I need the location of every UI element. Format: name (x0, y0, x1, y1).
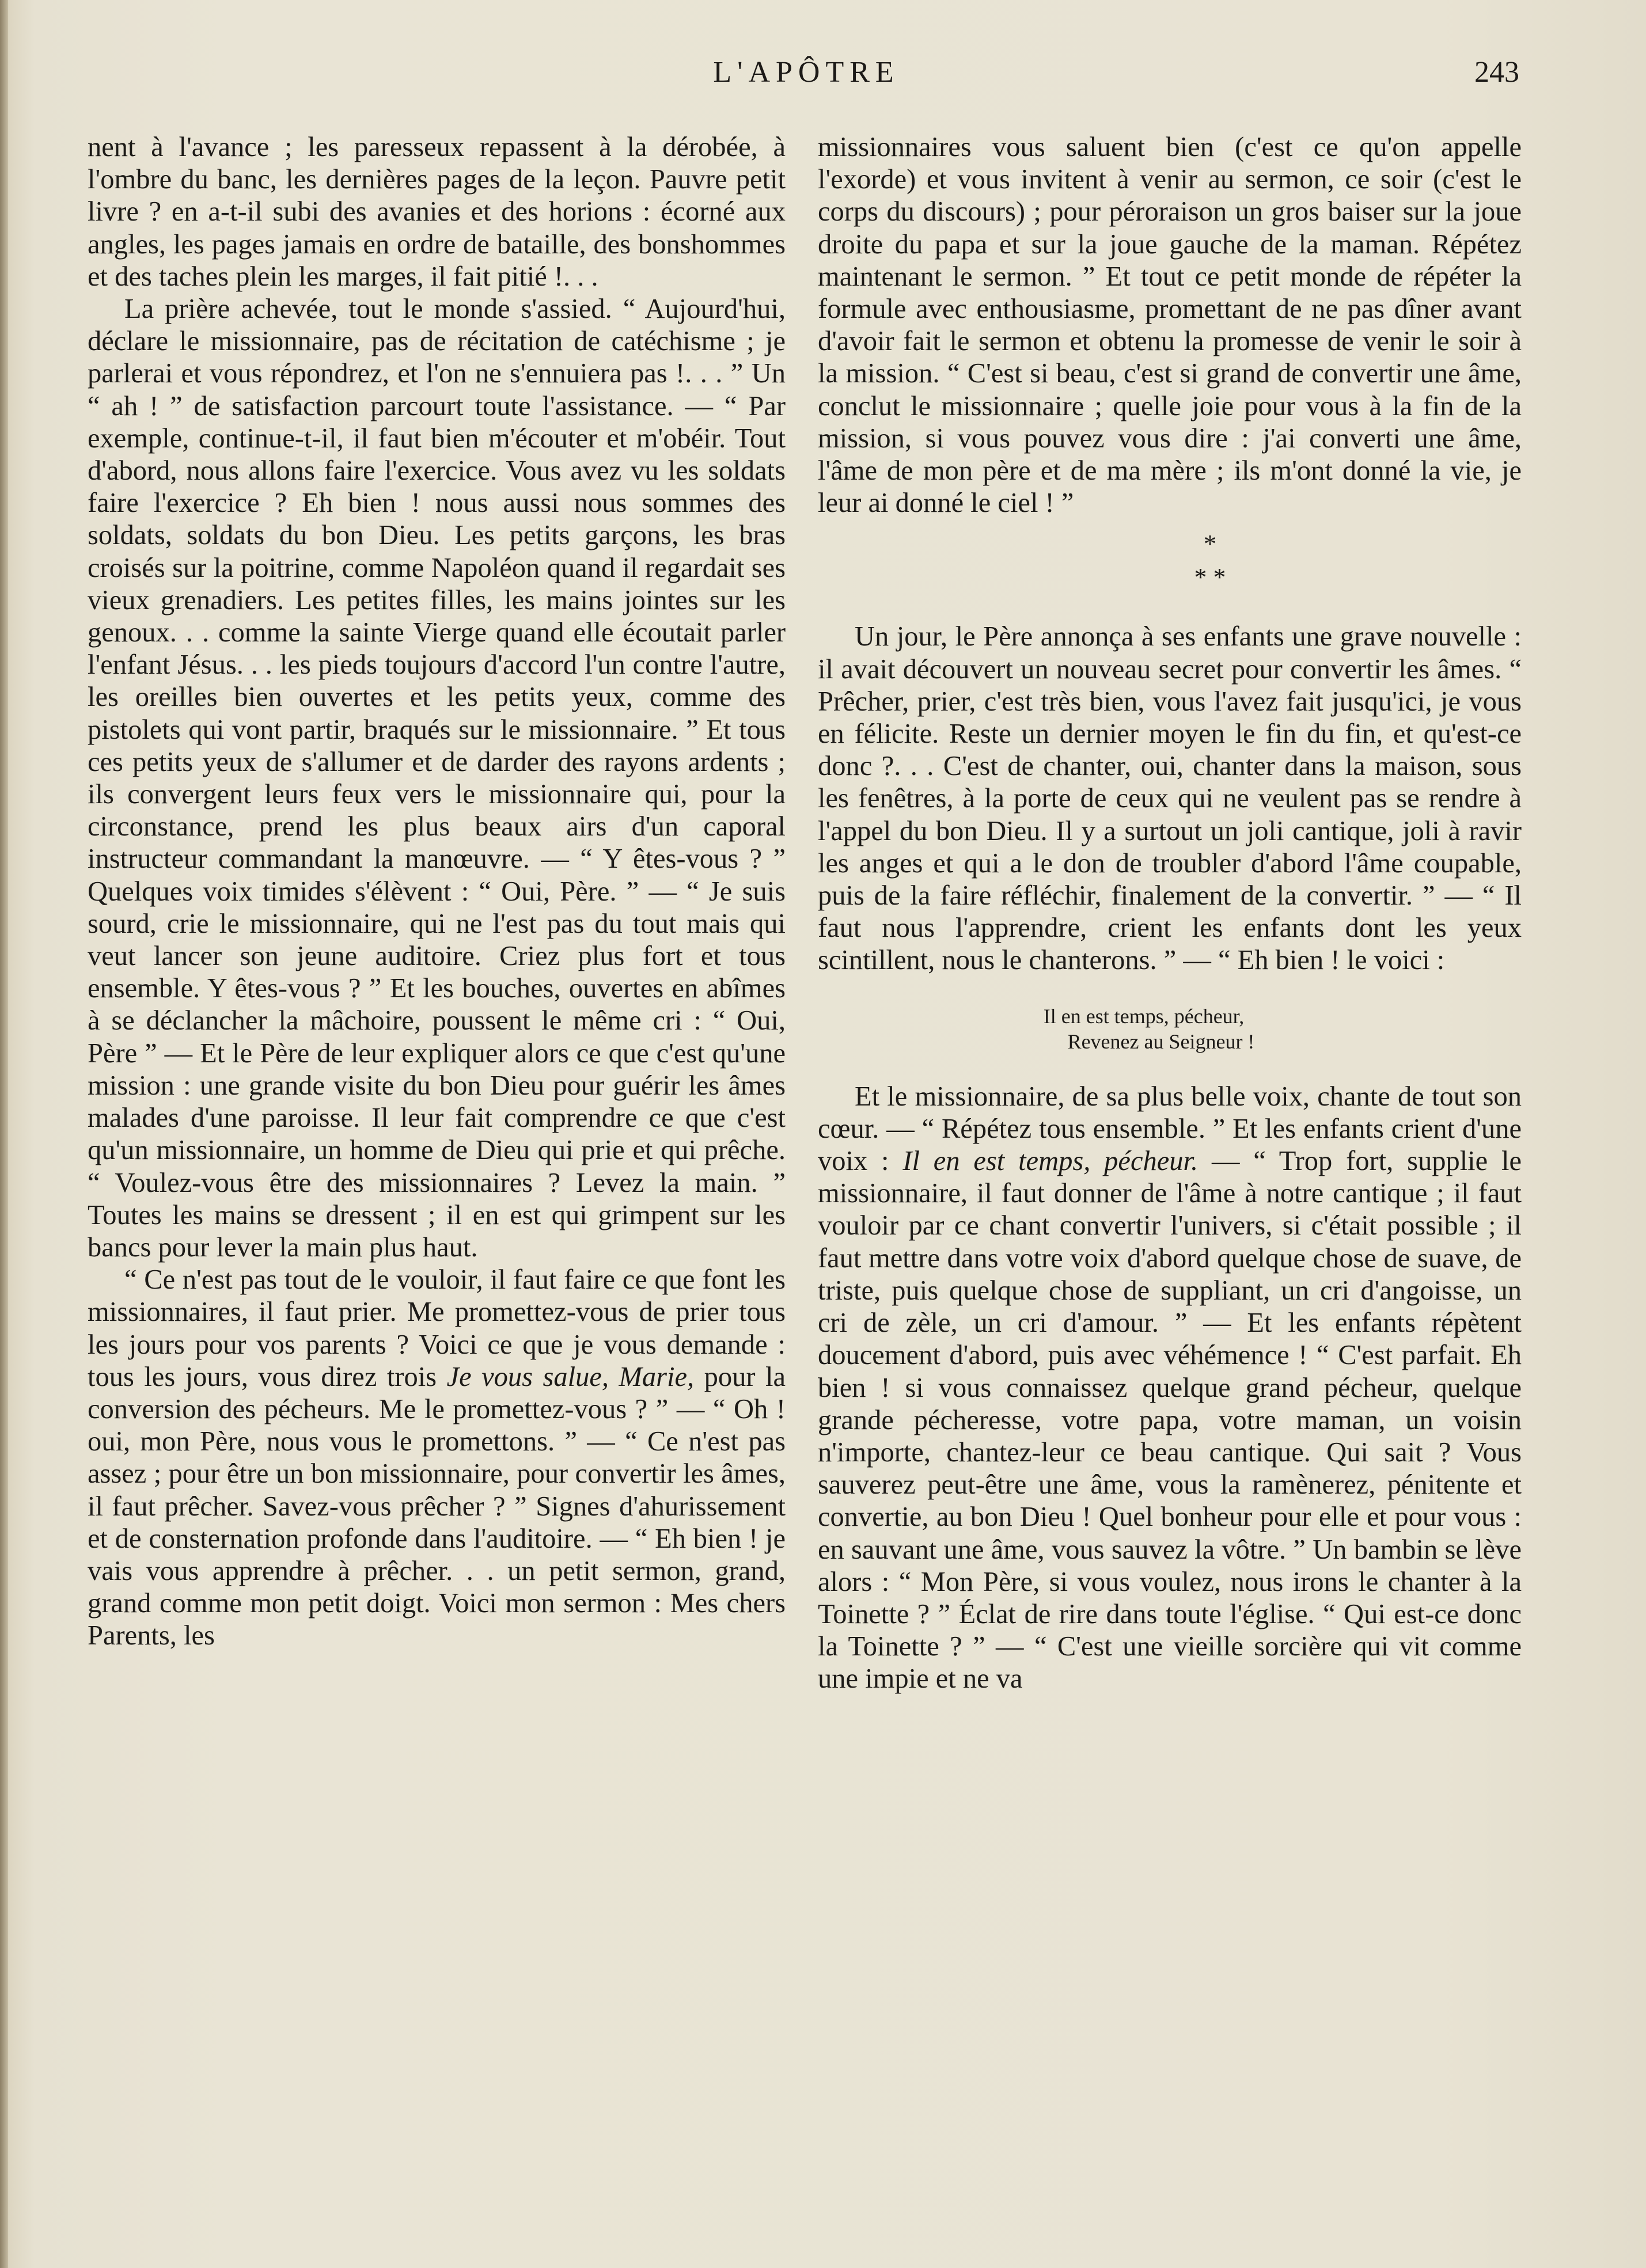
left-paragraph-3 (88, 1264, 786, 1652)
running-title: L'APÔTRE (713, 56, 900, 89)
left-column (88, 131, 786, 1652)
right-paragraph-3-italic: Il en est temps, pécheur. (902, 1146, 1199, 1177)
asterism-bottom: * * (1194, 563, 1226, 592)
book-spine-edge (0, 0, 8, 2268)
right-paragraph-2: Un jour, le Père annonça à ses enfants une grave nouvelle : il avait découvert un nouveau secret pour convertir les âmes. “ Prêcher, prier, c'est très bien, vous l'avez fait jusqu'ici, je vous en félicite. Reste un dernier moyen le fin du fin, et qu'est-ce donc ?. . . C'est de chanter, oui, chanter dans la maison, sous les fenêtres, à la porte de ceux qui ne veulent pas se rendre à l'appel du bon Dieu. Il y a surtout un joli cantique, joli à ravir les anges et qui a le don de troubler d'abord l'âme coupable, puis de la faire réfléchir, finalement de la convertir. ” — “ Il faut nous l'apprendre, crient les enfants dont les yeux scintillent, nous le chanterons. ” — “ Eh bien ! le voici : (818, 621, 1522, 976)
left-paragraph-3-text-b: pour la conversion des pécheurs. Me le promettez-vous ? ” — “ Oh ! oui, mon Père, nous vous le promettons. ” — “ Ce n'est pas assez ; pour être un bon missionnaire, pour convertir les âmes, il faut prêcher. Savez-vous prêcher ? ” Signes d'ahurissement et de consternation profonde dans l'auditoire. — “ Eh bien ! je vais vous apprendre à prêcher. . . un petit sermon, grand, grand comme mon petit doigt. Voici mon sermon : Mes chers Parents, les (88, 1361, 786, 1651)
verse-line-1: Il en est temps, pécheur, (1043, 1004, 1245, 1028)
right-paragraph-3 (818, 1081, 1522, 1696)
left-paragraph-1: nent à l'avance ; les paresseux repassent à la dérobée, à l'ombre du banc, les dernières pages de la leçon. Pauvre petit livre ? en a-t-il subi des avanies et des horions : écorné aux angles, les pages jamais en ordre de bataille, des bonshommes et des taches plein les marges, il fait pitié !. . . (88, 132, 786, 292)
right-paragraph-3-text-b: — “ Trop fort, supplie le missionnaire, il faut donner de l'âme à notre cantique ; il faut vouloir par ce chant convertir l'univers, si c'était possible ; il faut mettre dans votre voix d'abord quelque chose de suave, de triste, puis quelque chose de suppliant, un cri d'angoisse, un cri de zèle, un cri d'amour. ” — Et les enfants répètent doucement d'abord, puis avec véhémence ! “ C'est parfait. Eh bien ! si vous connaissez quelque grand pécheur, quelque grande pécheresse, votre papa, votre maman, un voisin n'importe, chantez-leur ce beau cantique. Qui sait ? Vous sauverez peut-être une âme, vous la ramènerez, pénitente et convertie, au bon Dieu ! Quel bonheur pour elle et pour vous : en sauvant une âme, vous sauvez la vôtre. ” Un bambin se lève alors : “ Mon Père, si vous voulez, nous irons le chanter à la Toinette ? ” Éclat de rire dans toute l'église. “ Qui est-ce donc la Toinette ? ” — “ C'est une vieille sorcière qui vit comme une impie et ne va (818, 1146, 1522, 1695)
right-paragraph-3-text-a: Et le missionnaire, de sa plus belle voix, chante de tout son cœur. — “ Répétez tous ensemble. ” Et les enfants crient d'une voix : (818, 1081, 1522, 1177)
running-head (0, 55, 1646, 96)
asterism-top: * (1204, 530, 1216, 559)
right-paragraph-1: missionnaires vous saluent bien (c'est ce qu'on appelle l'exorde) et vous invitent à venir au sermon, ce soir (c'est le corps du discours) ; pour péroraison un gros baiser sur la joue droite du papa et sur la joue gauche de la maman. Répétez maintenant le sermon. ” Et tout ce petit monde de répéter la formule avec enthousiasme, promettant de ne pas dîner avant d'avoir fait le sermon et obtenu la promesse de venir le soir à la mission. “ C'est si beau, c'est si grand de convertir une âme, conclut le missionnaire ; quelle joie pour vous à la fin de la mission, si vous pouvez vous dire : j'ai converti une âme, l'âme de mon père et de ma mère ; ils m'ont donné la vie, je leur ai donné le ciel ! ” (818, 132, 1522, 519)
section-break-asterism (818, 527, 1522, 594)
verse-line-2: Revenez au Seigneur ! (1067, 1029, 1255, 1053)
right-column (818, 131, 1522, 1696)
left-paragraph-3-text-a: “ Ce n'est pas tout de le vouloir, il faut faire ce que font les missionnaires, il faut prier. Me promettez-vous de prier tous les jours pour vos parents ? Voici ce que je vous demande : tous les jours, vous direz trois (88, 1264, 786, 1392)
left-paragraph-3-italic: Je vous salue, Marie, (446, 1361, 695, 1392)
hymn-verse (818, 1004, 1522, 1054)
page-number: 243 (1474, 56, 1519, 89)
left-paragraph-2: La prière achevée, tout le monde s'assied. “ Aujourd'hui, déclare le missionnaire, pas de récitation de catéchisme ; je parlerai et vous répondrez, et l'on ne s'ennuiera pas !. . . ” Un “ ah ! ” de satisfaction parcourt toute l'assistance. — “ Par exemple, continue-t-il, il faut bien m'écouter et m'obéir. Tout d'abord, nous allons faire l'exercice. Vous avez vu les soldats faire l'exercice ? Eh bien ! nous aussi nous sommes des soldats, soldats du bon Dieu. Les petits garçons, les bras croisés sur la poitrine, comme Napoléon quand il regardait ses vieux grenadiers. Les petites filles, les mains jointes sur les genoux. . . comme la sainte Vierge quand elle écoutait parler l'enfant Jésus. . . les pieds toujours d'accord l'un contre l'autre, les oreilles bien ouvertes et les petits yeux, comme des pistolets qui vont partir, braqués sur le missionnaire. ” Et tous ces petits yeux de s'allumer et de darder des rayons ardents ; ils convergent leurs feux vers le missionnaire qui, pour la circonstance, prend les plus beaux airs d'un caporal instructeur commandant la manœuvre. — “ Y êtes-vous ? ” Quelques voix timides s'élèvent : “ Oui, Père. ” — “ Je suis sourd, crie le missionnaire, qui ne l'est pas du tout mais qui veut lancer son jeune auditoire. Criez plus fort et tous ensemble. Y êtes-vous ? ” Et les bouches, ouvertes en abîmes à se déclancher la mâchoire, poussent le même cri : “ Oui, Père ” — Et le Père de leur expliquer alors ce que c'est qu'une mission : une grande visite du bon Dieu pour guérir les âmes malades d'une paroisse. Il leur fait comprendre ce que c'est qu'un missionnaire, un homme de Dieu qui prie et qui prêche. “ Voulez-vous être des missionnaires ? Levez la main. ” Toutes les mains se dressent ; il en est qui grimpent sur les bancs pour lever la main plus haut. (88, 294, 786, 1263)
